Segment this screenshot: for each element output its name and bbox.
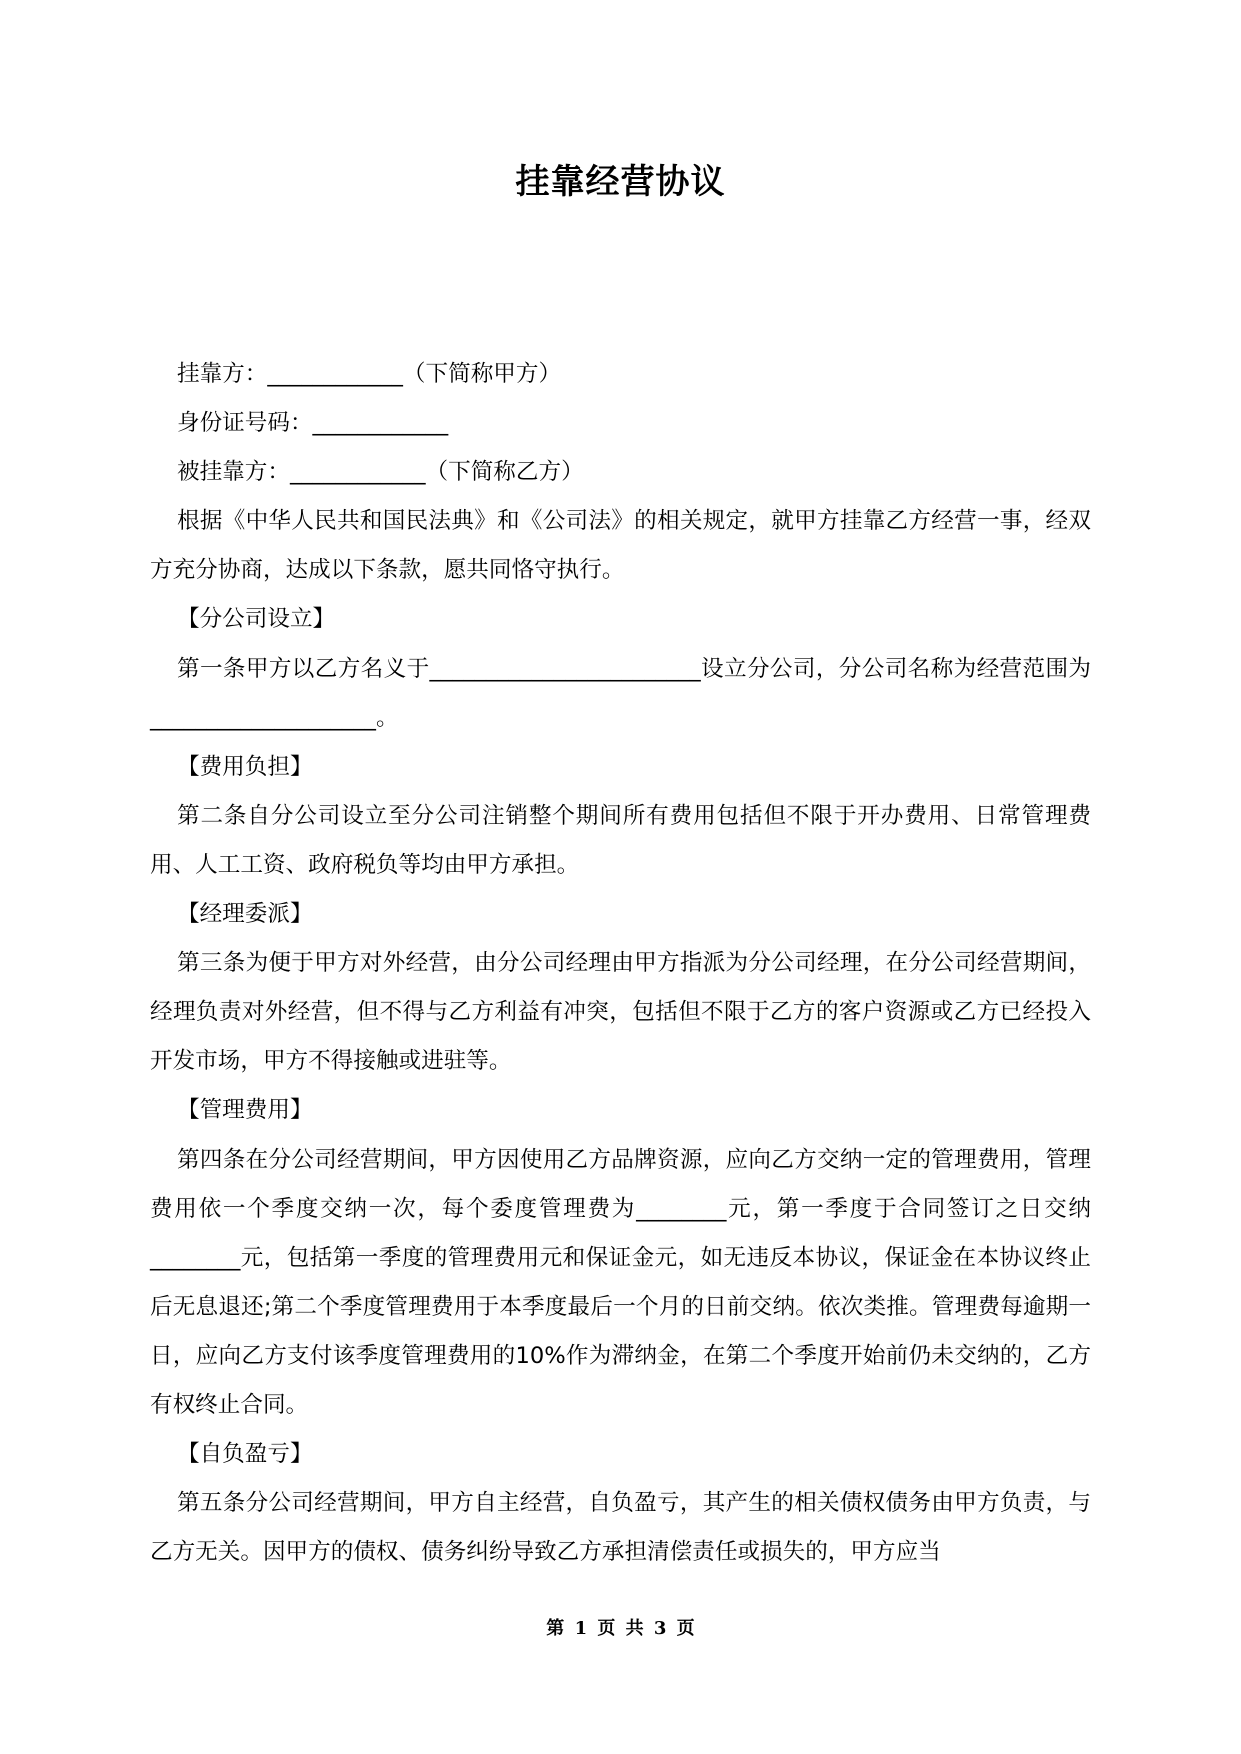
party-b-line: 被挂靠方：____________（下简称乙方） xyxy=(177,459,584,486)
section-heading: 【经理委派】 xyxy=(177,901,313,928)
page-footer: 第 1 页 共 3 页 xyxy=(546,1618,695,1639)
document-title: 挂靠经营协议 xyxy=(515,162,726,202)
section-heading: 【费用负担】 xyxy=(177,753,313,780)
article-paragraph: 第一条甲方以乙方名义于________________________设立分公司，分公司名称为经营范围为____________________。 xyxy=(150,655,1091,731)
article-paragraph: 第四条在分公司经营期间，甲方因使用乙方品牌资源，应向乙方交纳一定的管理费用，管理费用依一个季度交纳一次，每个委度管理费为________元，第一季度于合同签订之日交纳________元，包括第一季度的管理费用元和保证金元，如无违反本协议，保证金在本协议终止后无息退还;第二个季度管理费用于本季度最后一个月的日前交纳。依次类推。管理费每逾期一日，应向乙方支付该季度管理费用的10%作为滞纳金，在第二个季度开始前仍未交纳的，乙方有权终止合同。 xyxy=(150,1146,1091,1418)
section-heading: 【自负盈亏】 xyxy=(177,1441,313,1468)
article-paragraph: 第三条为便于甲方对外经营，由分公司经理由甲方指派为分公司经理，在分公司经营期间，经理负责对外经营，但不得与乙方利益有冲突，包括但不限于乙方的客户资源或乙方已经投入开发市场，甲方不得接触或进驻等。 xyxy=(150,950,1091,1075)
id-number-line: 身份证号码：____________ xyxy=(177,410,449,437)
article-paragraph: 第五条分公司经营期间，甲方自主经营，自负盈亏，其产生的相关债权债务由甲方负责，与乙方无关。因甲方的债权、债务纠纷导致乙方承担清偿责任或损失的，甲方应当 xyxy=(150,1490,1091,1566)
article-paragraph: 第二条自分公司设立至分公司注销整个期间所有费用包括但不限于开办费用、日常管理费用、人工工资、政府税负等均由甲方承担。 xyxy=(150,802,1091,878)
party-a-line: 挂靠方：____________（下简称甲方） xyxy=(177,361,562,387)
section-heading: 【管理费用】 xyxy=(177,1097,313,1124)
section-heading: 【分公司设立】 xyxy=(177,606,336,633)
preamble-paragraph: 根据《中华人民共和国民法典》和《公司法》的相关规定，就甲方挂靠乙方经营一事，经双方充分协商，达成以下条款，愿共同恪守执行。 xyxy=(150,508,1091,584)
document-body xyxy=(150,350,1091,1577)
